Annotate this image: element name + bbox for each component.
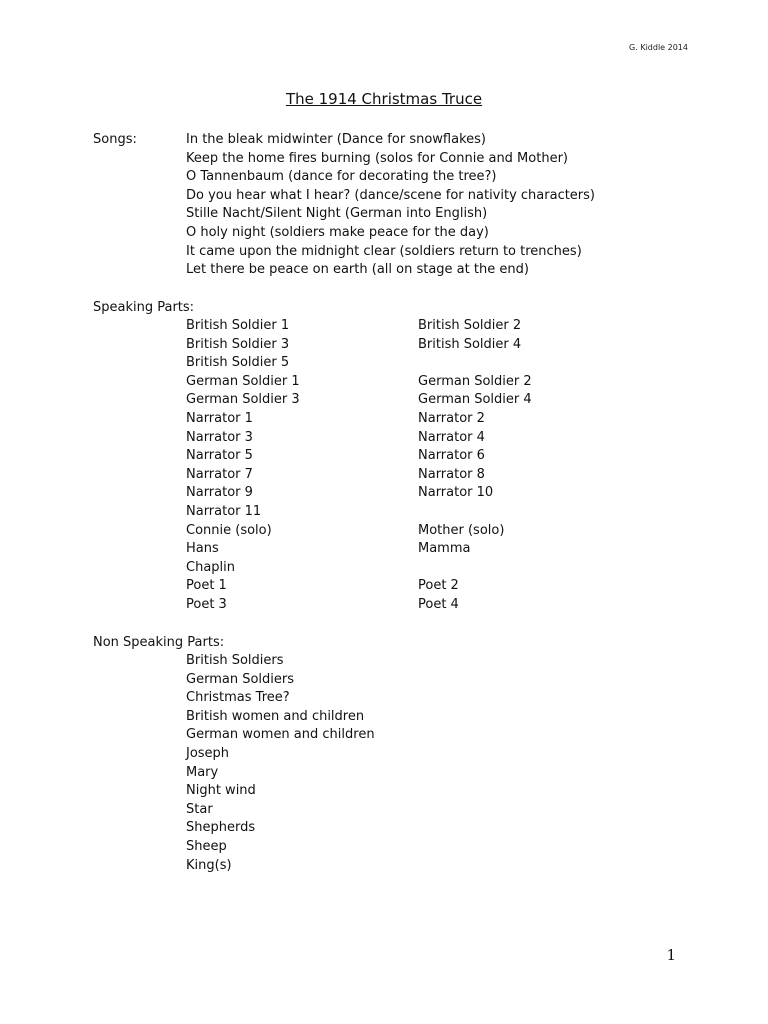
speaking-part-item: Narrator 11 bbox=[186, 503, 262, 519]
speaking-part-item: Connie (solo) bbox=[186, 522, 272, 538]
speaking-part-item: Chaplin bbox=[186, 559, 235, 575]
song-item: Keep the home fires burning (solos for Connie and Mother) bbox=[186, 150, 568, 166]
non-speaking-part-item: British women and children bbox=[186, 708, 365, 724]
speaking-part-item: Poet 2 bbox=[418, 578, 459, 594]
page-number: 1 bbox=[666, 946, 676, 964]
non-speaking-part-item: Star bbox=[186, 801, 213, 817]
speaking-part-item: British Soldier 3 bbox=[186, 336, 290, 352]
speaking-part-item: German Soldier 3 bbox=[186, 392, 300, 408]
songs-label: Songs: bbox=[93, 132, 137, 147]
non-speaking-part-item: Sheep bbox=[186, 838, 227, 854]
non-speaking-part-item: German women and children bbox=[186, 727, 375, 743]
song-item: Stille Nacht/Silent Night (German into English) bbox=[186, 206, 488, 222]
song-item: In the bleak midwinter (Dance for snowflakes) bbox=[186, 132, 486, 147]
speaking-part-item: British Soldier 2 bbox=[418, 318, 522, 333]
non-speaking-part-item: King(s) bbox=[186, 857, 232, 873]
non-speaking-part-item: Night wind bbox=[186, 783, 256, 799]
speaking-parts-label: Speaking Parts: bbox=[93, 300, 195, 315]
non-speaking-parts-list bbox=[186, 652, 375, 875]
speaking-part-item bbox=[418, 559, 532, 578]
song-item: Let there be peace on earth (all on stage at the end) bbox=[186, 262, 529, 278]
non-speaking-part-item: Shepherds bbox=[186, 820, 256, 836]
author-note: G. Kiddle 2014 bbox=[629, 43, 688, 52]
speaking-part-item: Narrator 8 bbox=[418, 466, 485, 482]
speaking-part-item: German Soldier 2 bbox=[418, 373, 532, 389]
non-speaking-parts-label: Non Speaking Parts: bbox=[93, 635, 225, 650]
non-speaking-part-item: German Soldiers bbox=[186, 671, 294, 687]
speaking-part-item: Mother (solo) bbox=[418, 522, 505, 538]
song-item: It came upon the midnight clear (soldiers return to trenches) bbox=[186, 243, 582, 259]
document-title: The 1914 Christmas Truce bbox=[285, 90, 483, 108]
speaking-part-item: German Soldier 4 bbox=[418, 392, 532, 408]
speaking-part-item: Poet 3 bbox=[186, 596, 227, 612]
speaking-part-item: Narrator 10 bbox=[418, 485, 494, 501]
non-speaking-part-item: Joseph bbox=[186, 745, 230, 761]
speaking-part-item: Narrator 2 bbox=[418, 410, 485, 426]
speaking-parts-right-column bbox=[418, 317, 532, 615]
song-item: Do you hear what I hear? (dance/scene for nativity characters) bbox=[186, 187, 595, 203]
song-item: O Tannenbaum (dance for decorating the tree?) bbox=[186, 169, 497, 185]
speaking-part-item: Narrator 4 bbox=[418, 429, 485, 445]
speaking-part-item: Narrator 1 bbox=[186, 410, 253, 426]
songs-list bbox=[186, 131, 595, 280]
speaking-part-item: Narrator 9 bbox=[186, 485, 253, 501]
speaking-part-item: Narrator 3 bbox=[186, 429, 253, 445]
speaking-part-item bbox=[418, 354, 532, 373]
speaking-part-item: German Soldier 1 bbox=[186, 373, 300, 389]
speaking-part-item: Mamma bbox=[418, 541, 471, 557]
speaking-part-item: British Soldier 1 bbox=[186, 318, 290, 333]
speaking-part-item: Poet 4 bbox=[418, 596, 459, 612]
non-speaking-part-item: Christmas Tree? bbox=[186, 690, 290, 706]
song-item: O holy night (soldiers make peace for the day) bbox=[186, 224, 489, 240]
speaking-part-item: Poet 1 bbox=[186, 578, 227, 594]
speaking-part-item: Hans bbox=[186, 541, 219, 557]
non-speaking-part-item: Mary bbox=[186, 764, 219, 780]
speaking-parts-left-column bbox=[186, 317, 300, 615]
speaking-part-item: Narrator 7 bbox=[186, 466, 253, 482]
speaking-part-item: British Soldier 5 bbox=[186, 355, 290, 371]
speaking-part-item bbox=[418, 503, 532, 522]
speaking-part-item: Narrator 5 bbox=[186, 448, 253, 464]
speaking-part-item: Narrator 6 bbox=[418, 448, 485, 464]
non-speaking-part-item: British Soldiers bbox=[186, 653, 284, 668]
speaking-part-item: British Soldier 4 bbox=[418, 336, 522, 352]
